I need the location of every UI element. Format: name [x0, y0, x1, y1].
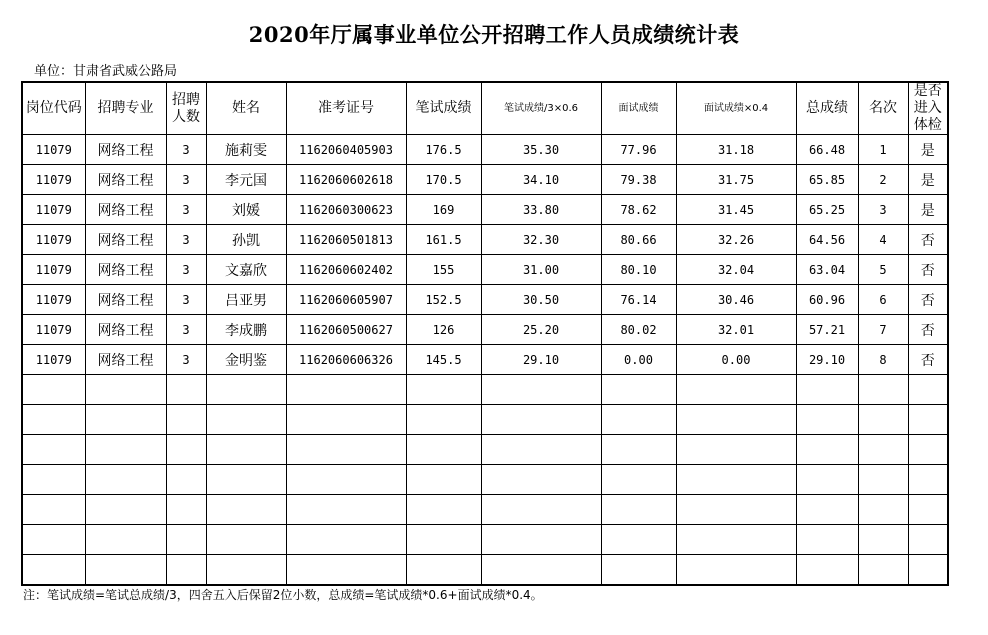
- table-cell: [858, 465, 908, 495]
- table-cell: 169: [406, 195, 481, 225]
- table-cell: 66.48: [796, 135, 858, 165]
- table-cell: 11079: [22, 195, 85, 225]
- table-cell: [601, 555, 676, 586]
- header-cell: 是否进入体检: [908, 82, 948, 135]
- table-cell: 1162060500627: [286, 315, 406, 345]
- table-cell: [286, 495, 406, 525]
- table-cell: [796, 375, 858, 405]
- table-cell: [206, 525, 286, 555]
- table-cell: 4: [858, 225, 908, 255]
- table-cell: [406, 555, 481, 586]
- table-row: [22, 315, 948, 345]
- table-cell: [206, 375, 286, 405]
- table-cell: [481, 465, 601, 495]
- table-cell: 5: [858, 255, 908, 285]
- table-cell: [601, 375, 676, 405]
- table-cell: [676, 555, 796, 586]
- table-cell: [601, 465, 676, 495]
- table-cell: 35.30: [481, 135, 601, 165]
- table-cell: [166, 405, 206, 435]
- table-cell: 1162060605907: [286, 285, 406, 315]
- header-cell: 招聘专业: [85, 82, 166, 135]
- table-cell: 1162060501813: [286, 225, 406, 255]
- table-row: [22, 285, 948, 315]
- table-cell: [481, 555, 601, 586]
- table-cell: 1162060300623: [286, 195, 406, 225]
- table-cell: 3: [166, 315, 206, 345]
- table-cell: 32.26: [676, 225, 796, 255]
- empty-row: [22, 555, 948, 586]
- header-cell: 笔试成绩/3×0.6: [481, 82, 601, 135]
- table-cell: [22, 495, 85, 525]
- table-cell: 80.10: [601, 255, 676, 285]
- table-cell: 0.00: [601, 345, 676, 375]
- table-cell: 57.21: [796, 315, 858, 345]
- table-cell: 29.10: [481, 345, 601, 375]
- table-cell: 155: [406, 255, 481, 285]
- table-cell: 6: [858, 285, 908, 315]
- table-cell: 31.45: [676, 195, 796, 225]
- table-row: [22, 345, 948, 375]
- table-cell: 0.00: [676, 345, 796, 375]
- table-cell: 77.96: [601, 135, 676, 165]
- header-cell: 总成绩: [796, 82, 858, 135]
- table-cell: [22, 465, 85, 495]
- table-cell: 否: [908, 255, 948, 285]
- table-cell: 11079: [22, 225, 85, 255]
- table-cell: 孙凯: [206, 225, 286, 255]
- table-cell: 3: [166, 285, 206, 315]
- table-cell: [676, 435, 796, 465]
- table-cell: 网络工程: [85, 345, 166, 375]
- table-cell: [796, 465, 858, 495]
- empty-row: [22, 375, 948, 405]
- table-cell: 34.10: [481, 165, 601, 195]
- table-cell: 文嘉欣: [206, 255, 286, 285]
- table-cell: [286, 465, 406, 495]
- table-cell: 网络工程: [85, 285, 166, 315]
- table-cell: [22, 435, 85, 465]
- table-cell: 否: [908, 225, 948, 255]
- table-cell: [796, 495, 858, 525]
- table-cell: [85, 525, 166, 555]
- table-cell: 网络工程: [85, 135, 166, 165]
- table-cell: [601, 405, 676, 435]
- table-cell: [481, 405, 601, 435]
- table-cell: 3: [166, 255, 206, 285]
- table-cell: 李元国: [206, 165, 286, 195]
- table-cell: 33.80: [481, 195, 601, 225]
- table-cell: 65.85: [796, 165, 858, 195]
- table-cell: 176.5: [406, 135, 481, 165]
- header-cell: 面试成绩: [601, 82, 676, 135]
- table-cell: [601, 495, 676, 525]
- table-cell: 80.66: [601, 225, 676, 255]
- header-row: [22, 82, 948, 135]
- table-cell: [796, 555, 858, 586]
- table-cell: 否: [908, 345, 948, 375]
- table-row: [22, 255, 948, 285]
- table-cell: 8: [858, 345, 908, 375]
- table-cell: 78.62: [601, 195, 676, 225]
- table-cell: 1162060602402: [286, 255, 406, 285]
- table-cell: [166, 435, 206, 465]
- table-cell: [22, 375, 85, 405]
- table-cell: 是: [908, 195, 948, 225]
- table-cell: 170.5: [406, 165, 481, 195]
- table-cell: [908, 405, 948, 435]
- table-cell: [676, 405, 796, 435]
- header-cell: 面试成绩×0.4: [676, 82, 796, 135]
- table-cell: 是: [908, 135, 948, 165]
- table-cell: 吕亚男: [206, 285, 286, 315]
- table-cell: 65.25: [796, 195, 858, 225]
- table-cell: 网络工程: [85, 315, 166, 345]
- table-cell: [858, 405, 908, 435]
- table-cell: 1162060606326: [286, 345, 406, 375]
- table-cell: [22, 525, 85, 555]
- table-cell: 11079: [22, 135, 85, 165]
- table-cell: [796, 435, 858, 465]
- table-cell: 3: [166, 135, 206, 165]
- table-cell: 施莉雯: [206, 135, 286, 165]
- table-cell: 7: [858, 315, 908, 345]
- table-cell: [676, 525, 796, 555]
- table-cell: 31.18: [676, 135, 796, 165]
- table-cell: 79.38: [601, 165, 676, 195]
- table-cell: [908, 555, 948, 586]
- table-cell: 2: [858, 165, 908, 195]
- table-cell: 161.5: [406, 225, 481, 255]
- table-cell: 李成鹏: [206, 315, 286, 345]
- table-cell: [676, 465, 796, 495]
- table-cell: [286, 405, 406, 435]
- table-cell: [908, 435, 948, 465]
- table-cell: 是: [908, 165, 948, 195]
- table-cell: 1: [858, 135, 908, 165]
- table-cell: 3: [166, 225, 206, 255]
- table-cell: [406, 525, 481, 555]
- table-cell: [406, 465, 481, 495]
- table-cell: [858, 495, 908, 525]
- table-cell: 64.56: [796, 225, 858, 255]
- table-cell: [286, 555, 406, 586]
- table-cell: 126: [406, 315, 481, 345]
- table-cell: 网络工程: [85, 195, 166, 225]
- table-cell: [601, 525, 676, 555]
- table-cell: [858, 525, 908, 555]
- table-cell: [676, 375, 796, 405]
- header-cell: 准考证号: [286, 82, 406, 135]
- footnote: 注：笔试成绩=笔试总成绩/3，四舍五入后保留2位小数，总成绩=笔试成绩*0.6+面试成绩*0.4。: [23, 588, 543, 602]
- table-cell: [206, 555, 286, 586]
- table-cell: [481, 435, 601, 465]
- table-cell: [406, 375, 481, 405]
- table-cell: [85, 375, 166, 405]
- empty-row: [22, 405, 948, 435]
- table-cell: [206, 495, 286, 525]
- table-row: [22, 165, 948, 195]
- header-cell: 名次: [858, 82, 908, 135]
- table-row: [22, 225, 948, 255]
- empty-row: [22, 465, 948, 495]
- table-cell: 11079: [22, 165, 85, 195]
- header-cell: 笔试成绩: [406, 82, 481, 135]
- table-cell: 否: [908, 315, 948, 345]
- table-cell: [796, 525, 858, 555]
- table-cell: [858, 435, 908, 465]
- table-cell: 3: [166, 195, 206, 225]
- table-row: [22, 195, 948, 225]
- table-cell: [796, 405, 858, 435]
- table-cell: 1162060602618: [286, 165, 406, 195]
- table-cell: 11079: [22, 255, 85, 285]
- table-cell: 31.75: [676, 165, 796, 195]
- unit-label: 单位：甘肃省武威公路局: [34, 64, 178, 79]
- table-cell: [206, 465, 286, 495]
- table-cell: [676, 495, 796, 525]
- table-cell: [481, 525, 601, 555]
- table-cell: [406, 405, 481, 435]
- table-cell: [908, 375, 948, 405]
- table-cell: [206, 405, 286, 435]
- table-cell: [286, 525, 406, 555]
- table-cell: [481, 495, 601, 525]
- table-cell: [601, 435, 676, 465]
- table-cell: 1162060405903: [286, 135, 406, 165]
- table-cell: 网络工程: [85, 255, 166, 285]
- table-cell: 60.96: [796, 285, 858, 315]
- table-cell: 刘媛: [206, 195, 286, 225]
- empty-row: [22, 495, 948, 525]
- table-cell: 25.20: [481, 315, 601, 345]
- table-cell: 31.00: [481, 255, 601, 285]
- table-cell: [85, 465, 166, 495]
- table-cell: [166, 465, 206, 495]
- table-cell: 金明鉴: [206, 345, 286, 375]
- table-cell: 3: [166, 165, 206, 195]
- header-cell: 岗位代码: [22, 82, 85, 135]
- empty-row: [22, 435, 948, 465]
- table-cell: 145.5: [406, 345, 481, 375]
- table-cell: 63.04: [796, 255, 858, 285]
- table-cell: [85, 495, 166, 525]
- table-cell: [858, 375, 908, 405]
- table-cell: [406, 435, 481, 465]
- table-cell: 网络工程: [85, 165, 166, 195]
- header-cell: 姓名: [206, 82, 286, 135]
- table-cell: [166, 375, 206, 405]
- table-cell: [858, 555, 908, 586]
- table-cell: 32.30: [481, 225, 601, 255]
- table-cell: 32.04: [676, 255, 796, 285]
- table-cell: 32.01: [676, 315, 796, 345]
- table-cell: [286, 435, 406, 465]
- table-cell: [22, 405, 85, 435]
- score-table: [21, 81, 949, 586]
- table-cell: [22, 555, 85, 586]
- table-cell: [85, 435, 166, 465]
- empty-row: [22, 525, 948, 555]
- table-cell: 11079: [22, 285, 85, 315]
- table-cell: 30.46: [676, 285, 796, 315]
- page-title: 2020年厅属事业单位公开招聘工作人员成绩统计表: [248, 22, 740, 47]
- table-cell: [166, 495, 206, 525]
- table-cell: [166, 555, 206, 586]
- table-cell: [481, 375, 601, 405]
- table-cell: [908, 525, 948, 555]
- table-cell: [166, 525, 206, 555]
- table-cell: 29.10: [796, 345, 858, 375]
- table-cell: [286, 375, 406, 405]
- table-cell: 否: [908, 285, 948, 315]
- table-cell: 11079: [22, 315, 85, 345]
- table-cell: [908, 465, 948, 495]
- table-cell: [908, 495, 948, 525]
- table-cell: 11079: [22, 345, 85, 375]
- table-row: [22, 135, 948, 165]
- table-cell: 3: [858, 195, 908, 225]
- table-cell: [406, 495, 481, 525]
- table-cell: 网络工程: [85, 225, 166, 255]
- table-cell: [85, 555, 166, 586]
- table-cell: [206, 435, 286, 465]
- table-cell: 3: [166, 345, 206, 375]
- table-cell: 152.5: [406, 285, 481, 315]
- table-cell: [85, 405, 166, 435]
- header-cell: 招聘人数: [166, 82, 206, 135]
- table-cell: 30.50: [481, 285, 601, 315]
- table-cell: 76.14: [601, 285, 676, 315]
- table-cell: 80.02: [601, 315, 676, 345]
